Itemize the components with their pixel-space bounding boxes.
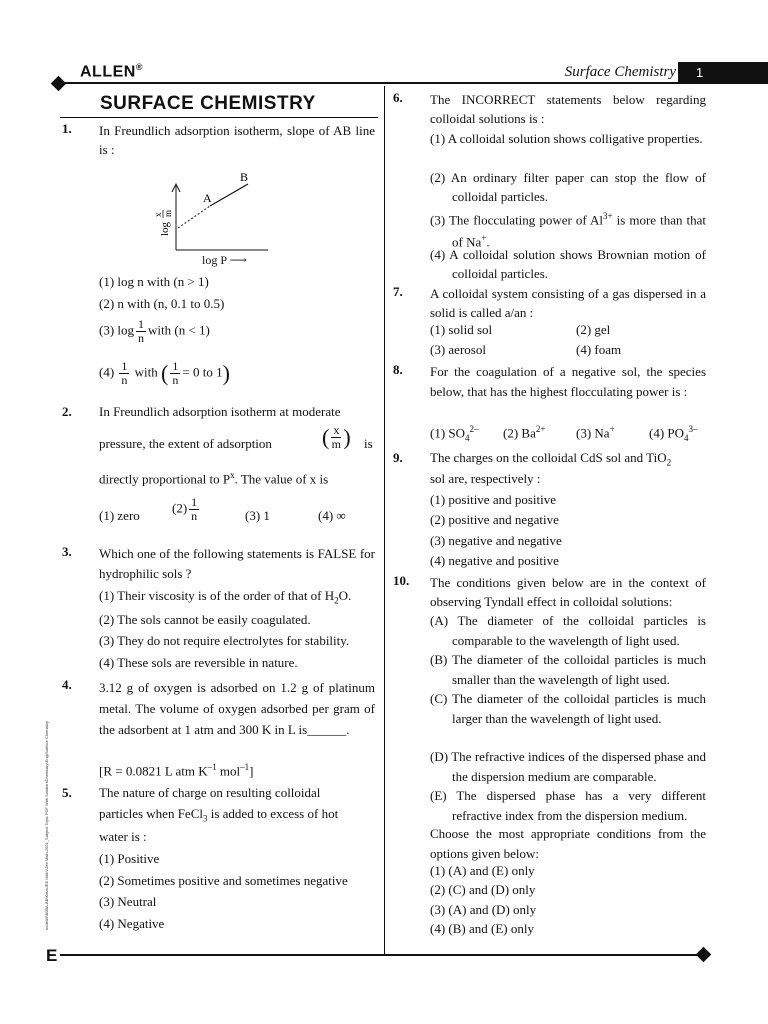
svg-text:m: m — [163, 209, 173, 217]
q1-option-1: (1) log n with (n > 1) — [99, 274, 209, 289]
q7-option-4: (4) foam — [576, 342, 622, 357]
q5-line-3: water is : — [99, 829, 147, 844]
q5-line-1: The nature of charge on resulting colloidal — [99, 785, 321, 800]
q10-option-4: (4) (B) and (E) only — [430, 921, 534, 936]
q8-option-3: (3) Na+ — [576, 424, 615, 441]
q7-option-2: (2) gel — [576, 322, 611, 337]
q1-graph-point-a: A — [203, 191, 212, 205]
q1-option-4: (4) $\frac{1}{n}$ with ( $\frac{1}{n}$ = 0 to 1) — [99, 359, 230, 387]
title-rule — [60, 117, 378, 118]
q2-option-3: (3) 1 — [245, 508, 270, 523]
q10-choose: Choose the most appropriate conditions from the options given below: — [430, 826, 706, 861]
q9-option-3: (3) negative and negative — [430, 533, 562, 548]
q1-graph-point-b: B — [240, 170, 249, 184]
q9-option-2: (2) positive and negative — [430, 512, 559, 527]
q9-line-1: The charges on the colloidal CdS sol and TiO$_2$ — [430, 450, 672, 468]
q7-text: A colloidal system consisting of a gas dispersed in a solid is called a/an : — [430, 286, 706, 320]
q10-option-2: (2) (C) and (D) only — [430, 882, 536, 897]
q3-option-3: (3) They do not require electrolytes for stability. — [99, 633, 350, 648]
q10-condition-e: (E) The dispersed phase has a very different refractive index from the dispersion medium. — [430, 788, 706, 823]
q5-option-1: (1) Positive — [99, 851, 160, 866]
q8-option-2: (2) $Ba^{2+}$ — [503, 424, 546, 441]
q5-line-2: particles when FeCl$_3$ is added to excess of hot — [99, 806, 339, 824]
q3-option-2: (2) The sols cannot be easily coagulated. — [99, 612, 311, 627]
page-number: 1 — [696, 65, 704, 80]
q8-option-1: (1) $SO_4^{2-}$ — [430, 424, 479, 443]
q8-text: For the coagulation of a negative sol, the species below, that has the highest flocculating power is : — [430, 364, 706, 399]
page-title: SURFACE CHEMISTRY — [100, 93, 316, 114]
footer-diamond-icon — [696, 947, 712, 963]
svg-text:log: log — [159, 221, 171, 236]
q2-option-2: (2) $\frac{1}{n}$ — [172, 495, 198, 523]
page-number-box — [678, 62, 768, 84]
q5-number: 5. — [62, 785, 72, 800]
q1-number: 1. — [62, 121, 72, 136]
q3-number: 3. — [62, 544, 72, 559]
footer-rule — [60, 954, 700, 956]
q7-option-3: (3) aerosol — [430, 342, 486, 357]
brand-logo: ALLEN® — [80, 62, 143, 81]
q4-number: 4. — [62, 677, 72, 692]
q1-text: In Freundlich adsorption isotherm, slope of AB line is : — [99, 123, 375, 157]
q2-fraction: ( $\frac{x}{m}$ ) — [322, 423, 351, 451]
q9-number: 9. — [393, 450, 403, 465]
q2-number: 2. — [62, 404, 72, 419]
q3-option-1: (1) Their viscosity is of the order of that of $H_2O$. — [99, 588, 352, 606]
svg-text:x: x — [153, 212, 163, 217]
q10-number: 10. — [393, 573, 410, 588]
q3-text: Which one of the following statements is FALSE for hydrophilic sols ? — [99, 546, 375, 581]
q6-option-3: (3) The flocculating power of $Al^{3+}$ is more than that of Na+. — [430, 211, 706, 250]
q2-option-4: (4) ∞ — [318, 508, 346, 523]
q1-graph-x-label: log P ⟶ — [202, 253, 247, 267]
q10-condition-a: (A) The diameter of the colloidal particles is comparable to the wavelength of light used. — [430, 613, 706, 648]
q4-note: [R = 0.0821 L atm $K^{-1}$ mol$^{-1}$] — [99, 762, 254, 779]
right-arrow-icon: ⟶ — [229, 253, 247, 267]
q7-number: 7. — [393, 284, 403, 299]
q2-option-1: (1) zero — [99, 508, 140, 523]
q1-option-2: (2) n with (n, 0.1 to 0.5) — [99, 296, 225, 311]
q2-line-3: directly proportional to $P^x$. The value of x is — [99, 470, 329, 487]
q6-option-4: (4) A colloidal solution shows Brownian motion of colloidal particles. — [430, 247, 706, 281]
q2-line-1: In Freundlich adsorption isotherm at moderate — [99, 404, 341, 419]
q6-option-1: (1) A colloidal solution shows colligative properties. — [430, 131, 703, 146]
header-rule — [58, 82, 678, 84]
q8-option-4: (4) $PO_4^{3-}$ — [649, 424, 698, 443]
q9-line-2: sol are, respectively : — [430, 471, 541, 486]
q9-option-1: (1) positive and positive — [430, 492, 557, 507]
q5-option-4: (4) Negative — [99, 916, 165, 931]
q3-option-4: (4) These sols are reversible in nature. — [99, 655, 298, 670]
q1-graph-y-label — [153, 210, 173, 236]
footer-badge: E — [46, 946, 58, 965]
q10-text: The conditions given below are in the context of observing Tyndall effect in colloidal solutions: — [430, 575, 706, 609]
q2-line-2: pressure, the extent of adsorption — [99, 436, 272, 451]
q5-option-2: (2) Sometimes positive and sometimes negative — [99, 873, 348, 888]
q6-text: The INCORRECT statements below regarding colloidal solutions is : — [430, 92, 706, 126]
q6-number: 6. — [393, 90, 403, 105]
q10-condition-b: (B) The diameter of the colloidal particles is much smaller than the wavelength of light used. — [430, 652, 706, 687]
q4-text: 3.12 g of oxygen is adsorbed on 1.2 g of platinum metal. The volume of oxygen adsorbed per gram of the adsorbent at 1 atm and 300 K in L is______. — [99, 680, 375, 737]
q10-condition-c: (C) The diameter of the colloidal particles is much larger than the wavelength of light used. — [430, 691, 706, 726]
q9-option-4: (4) negative and positive — [430, 553, 559, 568]
q8-number: 8. — [393, 362, 403, 377]
q5-option-3: (3) Neutral — [99, 894, 157, 909]
q10-option-3: (3) (A) and (D) only — [430, 902, 537, 917]
q10-condition-d: (D) The refractive indices of the dispersed phase and the dispersion medium are comparable. — [430, 749, 706, 784]
subject-title: Surface Chemistry — [564, 64, 676, 80]
q10-option-1: (1) (A) and (E) only — [430, 863, 535, 878]
q1-option-3: (3) log $\frac{1}{n}$ with (n < 1) — [99, 317, 210, 345]
q7-option-1: (1) solid sol — [430, 322, 493, 337]
column-divider — [384, 86, 385, 954]
q6-option-2: (2) An ordinary filter paper can stop the flow of colloidal particles. — [430, 170, 706, 204]
side-file-path: node06\B0BA-BB\Kota\JEE MAIN\Jee Main-2021_Subject Topic PDF With Solution\Chemistry\Eng\Surface Chemistry — [44, 721, 49, 930]
q2-is: is — [364, 436, 373, 451]
